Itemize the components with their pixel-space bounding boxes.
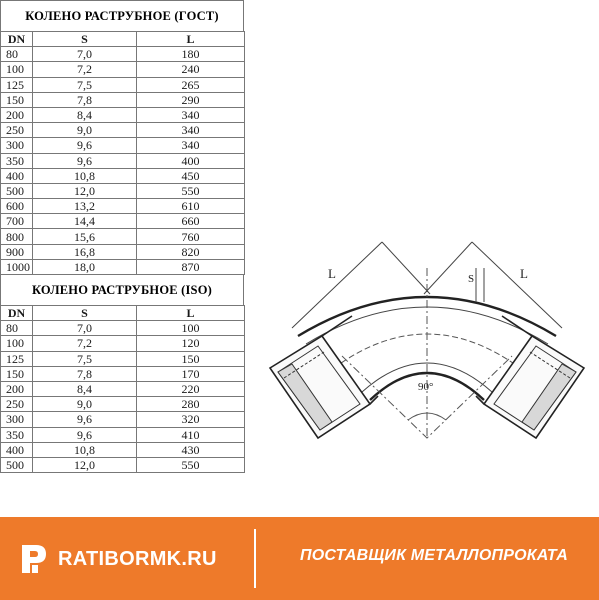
spec-tables [0,0,244,473]
cell-s: 12,0 [33,457,137,472]
header-l: L [137,306,245,321]
cell-dn: 400 [1,442,33,457]
cell-l: 610 [137,199,245,214]
cell-dn: 1000 [1,259,33,274]
cell-s: 12,0 [33,183,137,198]
cell-l: 150 [137,351,245,366]
cell-dn: 100 [1,62,33,77]
cell-l: 550 [137,183,245,198]
table-row [1,351,245,366]
table-row [1,336,245,351]
table-row [1,123,245,138]
gost-header-row [1,32,245,47]
table-row [1,153,245,168]
cell-s: 7,8 [33,92,137,107]
table-row [1,92,245,107]
cell-s: 7,2 [33,336,137,351]
cell-s: 7,5 [33,351,137,366]
table-row [1,138,245,153]
gost-table-title: КОЛЕНО РАСТРУБНОЕ (ГОСТ) [0,0,244,31]
label-l-right: L [520,266,528,281]
cell-s: 16,8 [33,244,137,259]
cell-l: 340 [137,123,245,138]
cell-dn: 700 [1,214,33,229]
cell-l: 760 [137,229,245,244]
cell-s: 18,0 [33,259,137,274]
table-row [1,77,245,92]
header-l: L [137,32,245,47]
cell-dn: 350 [1,427,33,442]
table-row [1,442,245,457]
header-dn: DN [1,306,33,321]
cell-l: 120 [137,336,245,351]
cell-dn: 400 [1,168,33,183]
cell-s: 8,4 [33,107,137,122]
cell-dn: 80 [1,321,33,336]
cell-dn: 500 [1,457,33,472]
footer-divider [254,529,256,588]
cell-s: 10,8 [33,168,137,183]
table-row [1,321,245,336]
cell-dn: 100 [1,336,33,351]
cell-dn: 80 [1,47,33,62]
table-row [1,214,245,229]
cell-l: 100 [137,321,245,336]
rp-logo-icon [20,543,50,575]
cell-dn: 900 [1,244,33,259]
table-row [1,457,245,472]
table-row [1,168,245,183]
cell-s: 7,0 [33,47,137,62]
cell-l: 660 [137,214,245,229]
cell-l: 320 [137,412,245,427]
cell-l: 410 [137,427,245,442]
header-s: S [33,32,137,47]
cell-dn: 125 [1,351,33,366]
iso-table-title: КОЛЕНО РАСТРУБНОЕ (ISO) [0,275,244,305]
cell-dn: 150 [1,92,33,107]
cell-s: 14,4 [33,214,137,229]
iso-table [0,305,245,473]
table-row [1,427,245,442]
table-row [1,381,245,396]
cell-s: 9,0 [33,397,137,412]
cell-l: 340 [137,138,245,153]
cell-l: 870 [137,259,245,274]
cell-dn: 300 [1,412,33,427]
header-dn: DN [1,32,33,47]
header-s: S [33,306,137,321]
footer-slogan: ПОСТАВЩИК МЕТАЛЛОПРОКАТА [300,547,569,564]
cell-dn: 150 [1,366,33,381]
footer-banner [0,517,599,600]
cell-l: 400 [137,153,245,168]
cell-l: 180 [137,47,245,62]
cell-dn: 125 [1,77,33,92]
table-row [1,366,245,381]
cell-l: 550 [137,457,245,472]
brand-logo[interactable] [20,543,217,575]
cell-dn: 600 [1,199,33,214]
gost-table [0,31,245,275]
cell-dn: 250 [1,397,33,412]
left-socket [270,316,378,438]
cell-s: 7,2 [33,62,137,77]
cell-s: 9,6 [33,412,137,427]
cell-s: 15,6 [33,229,137,244]
cell-l: 280 [137,397,245,412]
table-row [1,412,245,427]
cell-dn: 200 [1,107,33,122]
cell-s: 8,4 [33,381,137,396]
cell-l: 170 [137,366,245,381]
table-row [1,229,245,244]
table-row [1,244,245,259]
label-angle: 90° [418,381,434,393]
label-s: S [468,273,475,285]
cell-dn: 200 [1,381,33,396]
cell-s: 9,6 [33,427,137,442]
cell-s: 7,0 [33,321,137,336]
table-row [1,199,245,214]
cell-dn: 500 [1,183,33,198]
cell-dn: 250 [1,123,33,138]
table-row [1,107,245,122]
cell-s: 7,8 [33,366,137,381]
cell-s: 9,6 [33,153,137,168]
cell-l: 240 [137,62,245,77]
brand-name: RATIBORMK.RU [58,547,217,570]
cell-s: 9,0 [33,123,137,138]
cell-s: 10,8 [33,442,137,457]
cell-dn: 350 [1,153,33,168]
cell-l: 820 [137,244,245,259]
right-socket [476,316,584,438]
cell-l: 265 [137,77,245,92]
cell-l: 340 [137,107,245,122]
iso-header-row [1,306,245,321]
table-row [1,62,245,77]
table-row [1,183,245,198]
cell-dn: 800 [1,229,33,244]
table-row [1,397,245,412]
elbow-drawing [262,228,592,468]
cell-l: 290 [137,92,245,107]
cell-dn: 300 [1,138,33,153]
cell-l: 220 [137,381,245,396]
table-row [1,259,245,274]
cell-l: 450 [137,168,245,183]
label-l-left: L [328,266,336,281]
cell-s: 7,5 [33,77,137,92]
table-row [1,47,245,62]
cell-l: 430 [137,442,245,457]
cell-s: 9,6 [33,138,137,153]
cell-s: 13,2 [33,199,137,214]
